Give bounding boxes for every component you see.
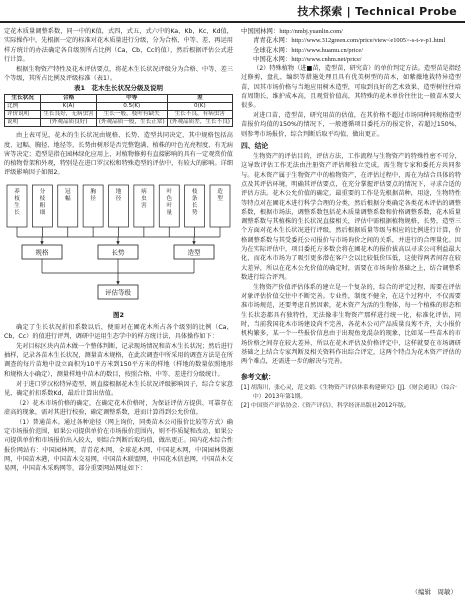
table-cell: K(A) — [41, 103, 96, 111]
paragraph: 确定了生长状况折扣系数以后，便需对在圃花木所占各个级别的比例（Ca，Cb，Cc）的值进行评判，调研中运用生态学中的样方统计法，具体操作如下： — [4, 323, 233, 341]
factor-label: 地径 — [115, 188, 122, 202]
factor-label: 枝条长势 — [191, 188, 198, 216]
table-row — [5, 103, 233, 111]
website-url[interactable]: 中国花木网：http://www.cnhm.net/price/ — [253, 55, 362, 63]
table-cell: 评价说明 — [5, 111, 41, 119]
paragraph: 先对目标区块内苗木做一个整体判断，记录现场情况和苗木生长状况；然后进行抽样，记录各苗木生长状况，测量苗木规格，在此次调查中所采用的调查方法是在所调查的每片苗地中设立面积为10平方米到150平方米的样地（样地的数量依照地形和规格大小确定），测量样地中苗木的数目，按照合格、中等、差进行分级统计。 — [4, 342, 233, 378]
flowchart-diagram — [4, 181, 233, 309]
website-url[interactable]: 中国园林网：http://nmbj.yuanlin.com/ — [241, 28, 343, 35]
table-row — [5, 119, 233, 127]
table-cell: 生长一般，枝叶有缺失 — [96, 111, 167, 119]
table-cell: (外观品质差，生长不良) — [167, 119, 232, 127]
paragraph: 对进口苗，造型苗，研究用苗的估值，在其价格不超过市场同种同规格造型苗报价均值的150%的情况下，一般遵循项目委托方的报定价，若超过150%，则参考市场报价，综合判断后取平均值，做出更正。 — [241, 112, 461, 138]
header-rule — [0, 21, 465, 23]
reference-item: [2] 中国资产评估协会.《资产评估》，科学经济出版社2012年版。 — [241, 402, 410, 409]
factor-label: 造型 — [217, 188, 223, 202]
paragraph: 生物资产价值评估体系的建立是一个复杂的，综合的评定过程，需要在评估对象评估价值交往中不断完善。专业性，制度不健全，在这个过程中，不仅需要准市场规范，还要考虑自然因素，花木资产为活的生物体，每一个植株的形态和生长状态都具有独特性，无法像非生物资产那样进行统一化，标准化评估，同时，当前我国花木市场建设尚不完善，各花木公司产品质量良莠不齐，大小报价机构繁多，某一个一些报价信息由于出现鱼龙混杂的现象，比如某一些苗木的市场价格之间存在较大差异，所以在花木评估及价格评定中，这样就要在市场调研基础之上结合专家判断及相关资料作出综合评定，这两个特点为花木资产评估的两个难点，还需进一步的解决与完善。 — [241, 283, 461, 366]
category-label: 造型 — [187, 248, 201, 257]
table-cell: 0(K) — [167, 103, 232, 111]
table-cell: (外观品质一般，生长正常) — [96, 119, 167, 127]
table-cell: 生长良好，无病虫害 — [41, 111, 96, 119]
paragraph: 生物资产的评估目的，评估方法，工作流程与生物资产的特殊性密不可分，这导致评估工作无法由注册资产评估师独立完成，需生物专家和委托方共同参与。花木资产属于生物资产中的植物资产，在评估过程中，需在为结合具体的特点及其评估环境，明确其评估要点，在充分掌握评估要点的情况下，寻求合适的评估方法。花木公允价值的确定，最重要的工作是先根据苗种，用途，生物特性等特点对在圃花木进行科学合理的分类，然后根据分类确定各类花木评估的调整系数，根据市场法，调整系数包括花木质量调整系数和价格调整系数，花木质量调整系数与其植株的生长状况直接相关，评估中需根据植物规格，长势，造型三个方面对花木生长状况进行评级，然后根据质量等级与相应的比例进行计算，价格调整系数与其受委托公司报价与市场询价之间的关系，并进行的合理量化。因为在实际评估中，项目委托方多数会将在圃花木的报价拔高以寻求公司利益最大化，而花木市场为了吸引更多潜在客户会以比较低价压低，这使得两者间存在较大差异，所以在花木公允价值的确定时，需要在市场询价基础之上，结合调整系数进行综合评判。 — [241, 153, 461, 281]
table-cell: 比例 — [5, 103, 41, 111]
paragraph: 定花木质量调整系数，同一中的K值，式四，式五，式六中的Ka，Kb，Kc，Kd值，实际操作中，先根据一定的标准对花木质量进行分级，分为合格、中等、差，再运用样方统计的办法确定各自级别所占比例（Ca，Cb，Cc的值），然后根据评估公式进行计算。 — [4, 28, 233, 63]
result-label: 评估等级 — [105, 288, 131, 297]
editor-note: （编辑 周敏） — [411, 588, 457, 596]
table-title: 表1 花木生长状况分级及说明 — [73, 84, 164, 93]
paragraph: 对于进口罗汉松特异造型，则直接根据花木生长状况评级影响因子，综合专家意见，确定折扣系数Kd，最后计算出估值。 — [4, 380, 233, 397]
factor-label: 叶色叶量 — [166, 188, 173, 216]
paragraph: （1）普通苗木。通过各种途径（网上询价，同类苗木公司报价比较等方式）确定市场报价范围，如果公司提供单价在市场报价范围内，则不作质疑和改动，如果公司提供单价和市场报价出入较大，则综合判断后取均值，做出更正。国内花木综合性报价网站有：中国园林网，青青花木网，全球花木网，中国花木网，中国园林资源网，中国苗木港，中国苗木交易网，中国苗木联盟网，中国花木信息网，中国苗木交易网，中国苗木采购网等，部分重要网站网址如下： — [4, 418, 233, 473]
table-header-row — [5, 95, 233, 103]
factor-label: 病虫害 — [141, 188, 147, 209]
paragraph: （2）特殊植物（进■苗，造型苗，研究苗）的单价判定方法。造型苗是指经过修剪，盘扎，编织等措施处理且具有优美树型的苗木，如紫薇地栽特异造型苗，因其市场价格与当地应用树木造型，可取到良好的艺术效果，造型树往往培育周期长，维护成本高，且观赏价值高，其特殊的花木单价往往比一般苗木要大很多。 — [241, 65, 461, 110]
grading-table — [4, 94, 233, 127]
website-url[interactable]: 青青花木网：http://www.312green.com/price/view<e1005>-s-t-v-p1.html — [253, 37, 446, 45]
reference-item: [1] 胡海川，张心灵，范文娟.《生物资产评估体系构建研究》[J].《财会通讯》（综合·中）2013年第1期。 — [241, 385, 458, 400]
table-cell: (外观品质良好) — [41, 119, 96, 127]
table-header-cell: 合格 — [41, 95, 96, 103]
figure-caption: 图2 — [112, 310, 125, 319]
page-header — [0, 0, 465, 22]
table-cell: 生长不良，有病虫害 — [167, 111, 232, 119]
factor-label: 胸径 — [90, 188, 96, 202]
category-label: 规格 — [35, 248, 49, 257]
table-cell: 0.5(K) — [96, 103, 167, 111]
table-header-cell: 中等 — [96, 95, 167, 103]
category-label: 长势 — [111, 248, 125, 257]
paragraph: 根据生物资产特性及花木评估要点，将花木生长状况评级分为合格、中等、差三个等级，其所占比例及评级标准（表1）。 — [4, 65, 233, 82]
left-column — [4, 27, 233, 474]
table-row — [5, 111, 233, 119]
paragraph: （2）花木市场价格的确定，在确定花木价格时，为保证评估方提供、可靠存在虚高的现象，需对其进行校验，确定调整系数，进而计算得到公允价值。 — [4, 399, 233, 416]
website-url[interactable]: 全球花木网：http://www.huamu.cn/price/ — [253, 46, 363, 54]
table-header-cell: 差 — [167, 95, 232, 103]
table-cell: 说明 — [5, 119, 41, 127]
flowchart-figure — [4, 181, 233, 309]
factor-label: 养枝生长 — [14, 188, 20, 216]
table-header-cell: 生长状况 — [5, 95, 41, 103]
journal-section-title: 技术探索 | Technical Probe — [297, 5, 457, 18]
factor-label: 冠幅 — [64, 188, 71, 202]
right-column — [241, 27, 461, 410]
paragraph: 由上表可见，花木的生长状况由规格、长势、造型共同决定，其中规格包括高度、冠幅、胸径、地径等，长势由树形是否完整饱满、植株的叶色光亮程度、有无病害等决定；造型是指在园林绿化应用上，对植物修剪有直接影响的具有一定观赏价值的植物骨架和外观，特别是在进口罗汉松和特殊造型的评估中，有较大的影响。详细评级影响因子如图2。 — [4, 132, 233, 177]
references-heading: 参考文献： — [241, 373, 275, 382]
section-heading: 四、结论 — [241, 142, 269, 151]
factor-label: 分枝粗细 — [39, 188, 46, 216]
